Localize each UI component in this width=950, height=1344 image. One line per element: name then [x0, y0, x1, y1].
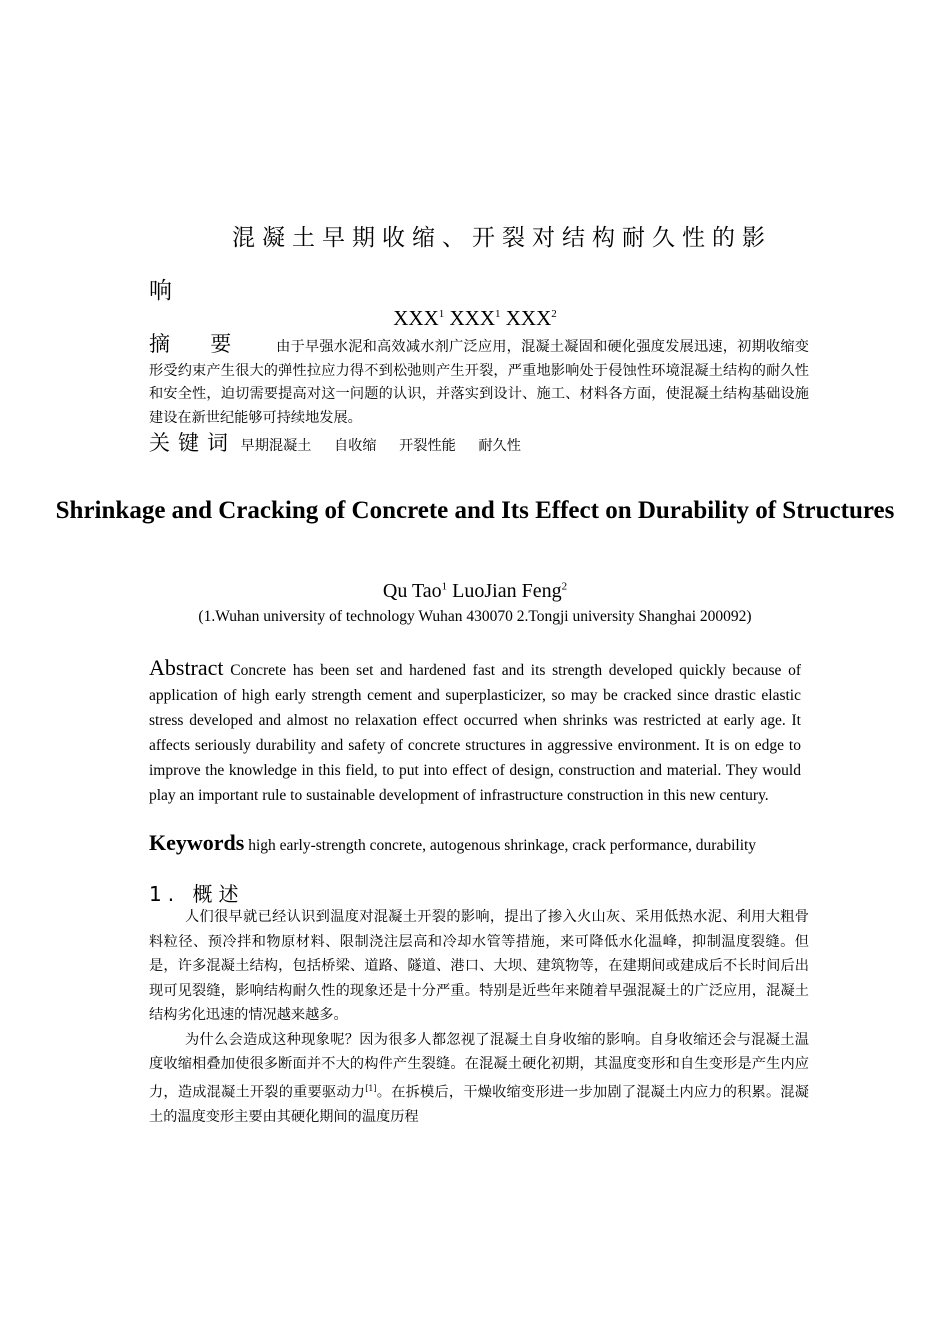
section-body [149, 905, 809, 1129]
author-affil-sup: 1 [495, 308, 501, 320]
chinese-keywords-label: 关键词 [149, 431, 236, 455]
affiliations: (1.Wuhan university of technology Wuhan 430070 2.Tongji university Shanghai 200092) [198, 608, 752, 625]
paragraph [149, 1028, 809, 1130]
keyword-item: 开裂性能 [399, 438, 456, 454]
keyword-item: 早期混凝土 [240, 438, 312, 454]
author-affil-sup: 2 [561, 580, 568, 593]
english-keywords-label: Keywords [149, 830, 245, 855]
author-affil-sup: 2 [551, 308, 557, 320]
author-affil-sup: 1 [441, 580, 448, 593]
author-name: Qu Tao [382, 580, 442, 602]
author-name: XXX [449, 306, 495, 330]
paragraph-text: 为什么会造成这种现象呢？因为很多人都忽视了混凝土自身收缩的影响。自身收缩还会与混凝土温度收缩相叠加使很多断面并不大的构件产生裂缝。在混凝土硬化初期，其温度变形和自生变形是产生内应力，造成混凝土开裂的重要驱动力 [149, 1031, 809, 1101]
english-title: Shrinkage and Cracking of Concrete and Its Effect on Durability of Structures [55, 497, 895, 524]
keyword-item: 自收缩 [333, 438, 377, 454]
chinese-authors [0, 306, 950, 331]
paragraph-text: 。在拆模后，干燥收缩变形进一步加剧了混凝土内应力的积累。混凝土的温度变形主要由其硬化期间的温度历程 [149, 1084, 809, 1125]
english-keywords-text: high early-strength concrete, autogenous shrinkage, crack performance, durability [248, 837, 757, 854]
english-abstract-text: Concrete has been set and hardened fast and its strength developed quickly because of application of high early strength cement and superplasticizer, so may be cracked since drastic elastic stress developed and almost no relaxation effect occurred when shrinks was restricted at early age. It affects seriously durability and safety of concrete structures in aggressive environment. It is on edge to improve the knowledge in this field, to put into effect of design, construction and material. They would play an important rule to sustainable development of infrastructure construction in this new century. [149, 662, 801, 804]
chinese-keywords [149, 430, 809, 459]
english-abstract [149, 655, 801, 808]
paragraph: 人们很早就已经认识到温度对混凝土开裂的影响，提出了掺入火山灰、采用低热水泥、利用大粗骨料粒径、预冷拌和物原材料、限制浇注层高和冷却水管等措施，来可降低水化温峰，抑制温度裂缝。但是，许多混凝土结构，包括桥梁、道路、隧道、港口、大坝、建筑物等，在建期间或建成后不长时间后出现可见裂缝，影响结构耐久性的现象还是十分严重。特别是近些年来随着早强混凝土的广泛应用，混凝土结构劣化迅速的情况越来越多。 [149, 909, 809, 1023]
author-name: XXX [393, 306, 439, 330]
chinese-abstract [149, 333, 809, 430]
chinese-abstract-text: 由于早强水泥和高效减水剂广泛应用，混凝土凝固和硬化强度发展迅速，初期收缩变形受约束产生很大的弹性拉应力得不到松弛则产生开裂，严重地影响处于侵蚀性环境混凝土结构的耐久性和安全性，迫切需要提高对这一问题的认识，并落实到设计、施工、材料各方面，使混凝土结构基础设施建设在新世纪能够可持续地发展。 [149, 339, 809, 426]
chinese-abstract-label: 摘要 [149, 332, 272, 356]
keyword-item: 耐久性 [478, 438, 521, 454]
author-name: XXX [505, 306, 552, 330]
author-name: LuoJian Feng [452, 580, 562, 602]
english-keywords [149, 829, 809, 860]
author-affil-sup: 1 [438, 308, 445, 320]
english-authors [0, 580, 950, 603]
section-heading: 1. 概述 [149, 882, 245, 906]
chinese-title: 混凝土早期收缩、开裂对结构耐久性的影响 [149, 225, 772, 304]
english-abstract-label: Abstract [149, 655, 224, 680]
citation-ref: [1] [365, 1083, 377, 1093]
